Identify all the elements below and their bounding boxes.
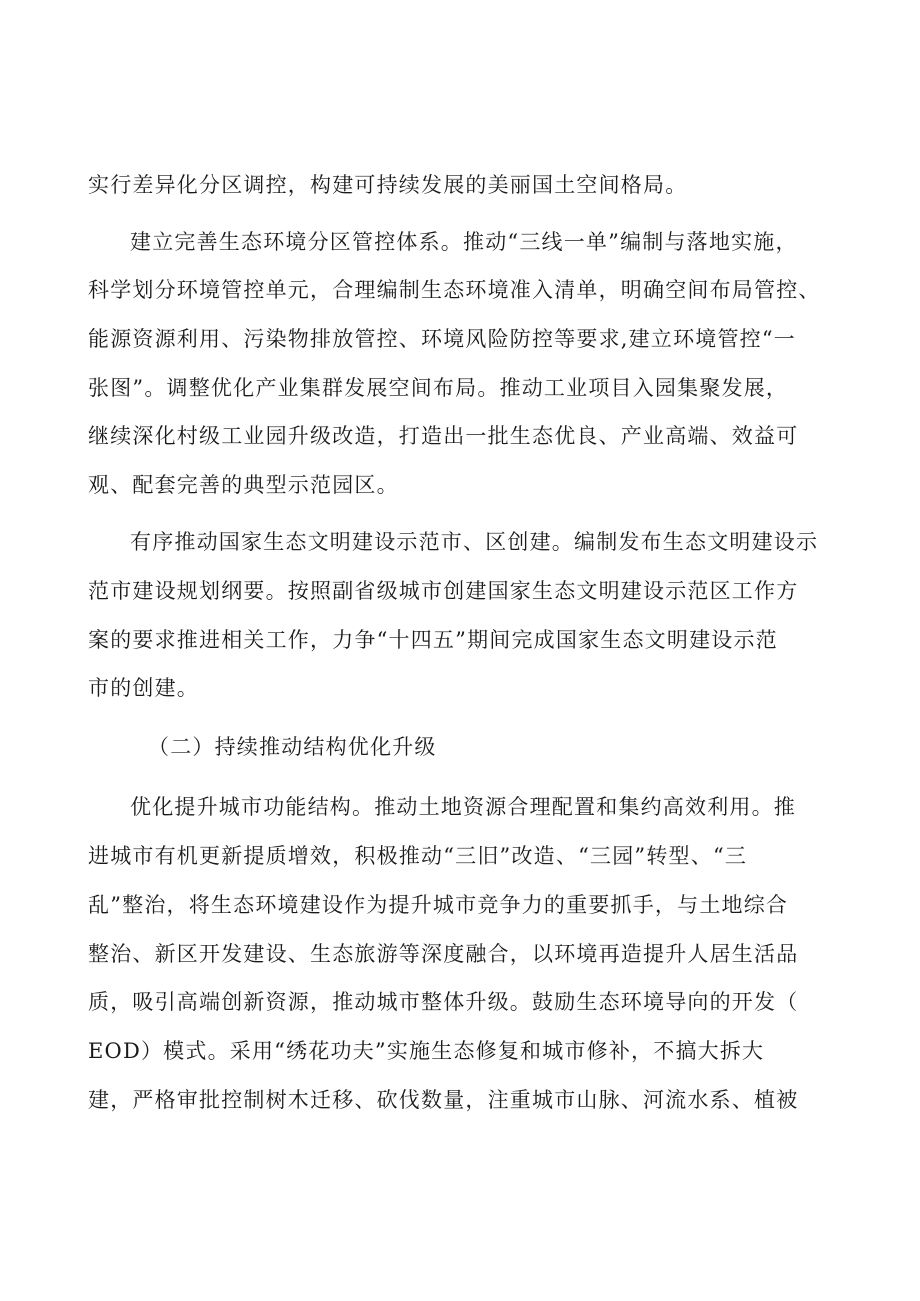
paragraph-first-line: 有序推动国家生态文明建设示范市、区创建。编制发布生态文明建设示 [130, 530, 819, 554]
text-line: 质，吸引高端创新资源，推动城市整体升级。鼓励生态环境导向的开发（ [88, 990, 799, 1014]
text-line: 建，严格审批控制树木迁移、砍伐数量，注重城市山脉、河流水系、植被 [88, 1088, 799, 1112]
text-line: 市的创建。 [88, 676, 199, 700]
text-line: 观、配套完善的典型示范园区。 [88, 473, 399, 497]
text-line: EOD）模式。采用“绣花功夫”实施生态修复和城市修补，不搞大拆大 [88, 1039, 765, 1063]
text-line: 整治、新区开发建设、生态旅游等深度融合，以环境再造提升人居生活品 [88, 942, 799, 966]
section-heading: （二）持续推动结构优化升级 [148, 735, 437, 759]
text-line: 能源资源利用、污染物排放管控、环境风险防控等要求,建立环境管控“一 [88, 327, 797, 351]
text-line: 范市建设规划纲要。按照副省级城市创建国家生态文明建设示范区工作方 [88, 579, 799, 603]
text-line: 张图”。调整优化产业集群发展空间布局。推动工业项目入园集聚发展， [88, 376, 789, 400]
paragraph-first-line: 优化提升城市功能结构。推动土地资源合理配置和集约高效利用。推 [130, 795, 796, 819]
text-line: 科学划分环境管控单元，合理编制生态环境准入清单，明确空间布局管控、 [88, 278, 821, 302]
text-line: 实行差异化分区调控，构建可持续发展的美丽国土空间格局。 [88, 173, 688, 197]
text-line: 继续深化村级工业园升级改造，打造出一批生态优良、产业高端、效益可 [88, 424, 799, 448]
paragraph-first-line: 建立完善生态环境分区管控体系。推动“三线一单”编制与落地实施， [130, 230, 798, 254]
text-line: 乱”整治，将生态环境建设作为提升城市竞争力的重要抓手，与土地综合 [88, 893, 789, 917]
text-line: 进城市有机更新提质增效，积极推动“三旧”改造、“三园”转型、“三 [88, 844, 748, 868]
text-line: 案的要求推进相关工作，力争“十四五”期间完成国家生态文明建设示范 [88, 628, 778, 652]
